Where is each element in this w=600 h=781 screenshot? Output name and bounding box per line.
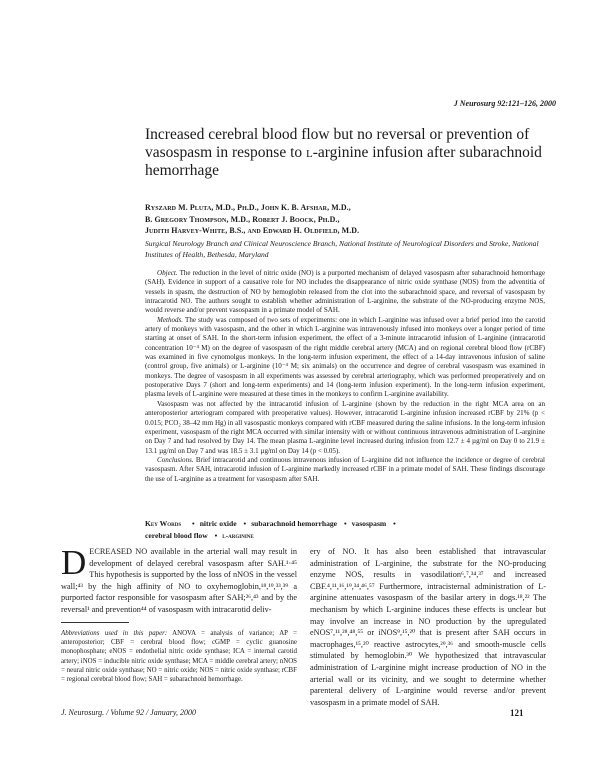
keyword: cerebral blood flow	[145, 530, 208, 540]
author-list	[145, 202, 545, 237]
abstract-conclusions: Conclusions. Brief intracarotid and continuous intravenous infusion of L-arginine did not influence the incidence or degree of cerebral vasospasm. After SAH, intracarotid infusion of L-arginine markedly increased rCBF in a primate model of SAH. These findings discourage the use of L-arginine as a treatment for vasospasm after SAH.	[145, 455, 545, 483]
journal-reference: J Neurosurg 92:121–126, 2000	[453, 99, 556, 108]
keywords: Key Words • nitric oxide • subarachnoid hemorrhage • vasospasm • cerebral blood flow • l-arginine	[145, 519, 396, 540]
keyword: vasospasm	[351, 519, 387, 528]
intro-text-left: ECREASED NO available in the arterial wall may result in development of delayed cerebral vasospasm after SAH.¹·⁴⁵ This hypothesis is supported by the loss of nNOS in the vessel wall;⁴³ by the high affinity of NO to oxyhemoglobin,¹⁸,¹⁹,³³,³⁹ a purported factor responsible for vasospasm after SAH;²⁶,⁴³ and by the reversal¹ and prevention⁴⁴ of vasospasm with intracarotid deliv-	[61, 547, 297, 614]
author-line: Ryszard M. Pluta, M.D., Ph.D., John K. B. Afshar, M.D.,	[145, 203, 351, 212]
page-number: 121	[510, 708, 524, 718]
footnote-rule	[61, 622, 129, 623]
keywords-label: Key Words	[145, 519, 182, 528]
author-line: B. Gregory Thompson, M.D., Robert J. Boock, Ph.D.,	[145, 214, 340, 224]
author-line: Judith Harvey-White, B.S., and Edward H. Oldfield, M.D.	[145, 226, 360, 235]
body-column-right: ery of NO. It has also been established that intravascular administration of L-arginine, the substrate for the NO-producing enzyme NOS, results in vasodilation⁶,⁷,³⁴,³⁷ and increased CBF.⁴,¹¹,¹⁶,¹⁹,³⁴,⁴⁶,⁵⁷ Furthermore, intracisternal administration of L-arginine attenuates vasospasm of the basilar artery in dogs.¹⁸,²² The mechanism by which L-arginine induces these effects is unclear but may involve an increase in NO production by the upregulated eNOS⁷,¹¹,²⁸,⁴⁸,⁵⁵ or iNOS⁹,¹⁵,²⁰ that is present after SAH occurs in macrophages,¹⁵,²⁰ reactive astrocytes,²⁹,³⁶ and smooth-muscle cells stimulated by hemoglobin.³⁰ We hypothesized that intravascular administration of L-arginine might increase production of NO in the arterial wall or its vicinity, and we sought to determine whether parenteral delivery of L-arginine would reverse and/or prevent vasospasm in a primate model of SAH.	[310, 547, 546, 707]
drop-cap: D	[61, 543, 87, 582]
footer-citation: J. Neurosurg. / Volume 92 / January, 2000	[61, 708, 196, 717]
abstract-object: Object. The reduction in the level of nitric oxide (NO) is a purported mechanism of delayed vasospasm after subarachnoid hemorrhage (SAH). Evidence in support of a causative role for NO includes the disappearance of nitric oxide synthase (NOS) from the adventitia of vessels in spasm, the destruction of NO by hemoglobin released from the clot into the subarachnoid space, and reversal of vasospasm by intracarotid NO. The authors sought to establish whether administration of L-arginine, the substrate of the NO-producing enzyme NOS, would reverse and/or prevent vasospasm in a primate model of SAH.	[145, 269, 545, 315]
keyword: subarachnoid hemorrhage	[251, 519, 338, 528]
body-column-left	[61, 543, 297, 616]
abbreviations-footnote: Abbreviations used in this paper: ANOVA = analysis of variance; AP = anteroposterior; CBF = cerebral blood flow; cGMP = cyclic guanosine monophosphate; eNOS = endothelial nitric oxide synthase; ICA = internal carotid artery; iNOS = inducible nitric oxide synthase; MCA = middle cerebral artery; nNOS = neural nitric oxide synthase; NO = nitric oxide; NOS = nitric oxide synthase; rCBF = regional cerebral blood flow; SAH = subarachnoid hemorrhage.	[61, 630, 297, 684]
article-title: Increased cerebral blood flow but no reversal or prevention of vasospasm in response to l-arginine infusion after subarachnoid hemorrhage	[145, 126, 542, 180]
keyword: l-arginine	[222, 530, 254, 540]
affiliation: Surgical Neurology Branch and Clinical Neuroscience Branch, National Institute of Neurological Disorders and Stroke, National Institutes of Health, Bethesda, Maryland	[145, 239, 539, 259]
keyword: nitric oxide	[199, 519, 237, 528]
abstract	[145, 269, 545, 484]
abstract-methods: Methods. The study was composed of two sets of experiments: one in which L-arginine was infused over a brief period into the carotid artery of monkeys with vasospasm, and the other in which L-arginine was intravenously infused into monkeys over a longer period of time starting at onset of SAH. In the short-term infusion experiment, the effect of a 3-minute intracarotid infusion of L-arginine (intracarotid concentration 10⁻⁴ M) on the degree of vasospasm of the right middle cerebral artery (MCA) and on regional cerebral blood flow (rCBF) was examined in five cynomolgus monkeys. In the long-term infusion experiment, the effect of a 14-day intravenous infusion of saline (control group, five animals) or L-arginine (10⁻⁴ M; six animals) on the occurrence and degree of cerebral vasospasm was examined in monkeys. The degree of vasospasm in all experiments was assessed by cerebral arteriography, which was performed preoperatively and on postoperative Days 7 (short and long-term experiments) and 14 (long-term infusion experiment). In the long-term infusion experiment, plasma levels of L-arginine were measured at these times in the monkeys to confirm L-arginine availability.	[145, 315, 545, 399]
abstract-results: Vasospasm was not affected by the intracarotid infusion of L-arginine (shown by the reduction in the right MCA area on an anteroposterior arteriogram compared with preoperative values). However, intracarotid L-arginine infusion increased rCBF by 21% (p < 0.015; PCO₂ 38–42 mm Hg) in all vasospastic monkeys compared with rCBF measured during the saline infusions. In the long-term infusion experiment, vasospasm of the right MCA occurred with similar intensity with or without continuous intravenous administration of L-arginine on Day 7 and had resolved by Day 14. The mean plasma L-arginine level increased during infusion from 12.7 ± 4 µg/ml on Day 0 to 21.9 ± 13.1 µg/ml on Day 7 and was 18.5 ± 3.1 µg/ml on Day 14 (p < 0.05).	[145, 399, 545, 455]
